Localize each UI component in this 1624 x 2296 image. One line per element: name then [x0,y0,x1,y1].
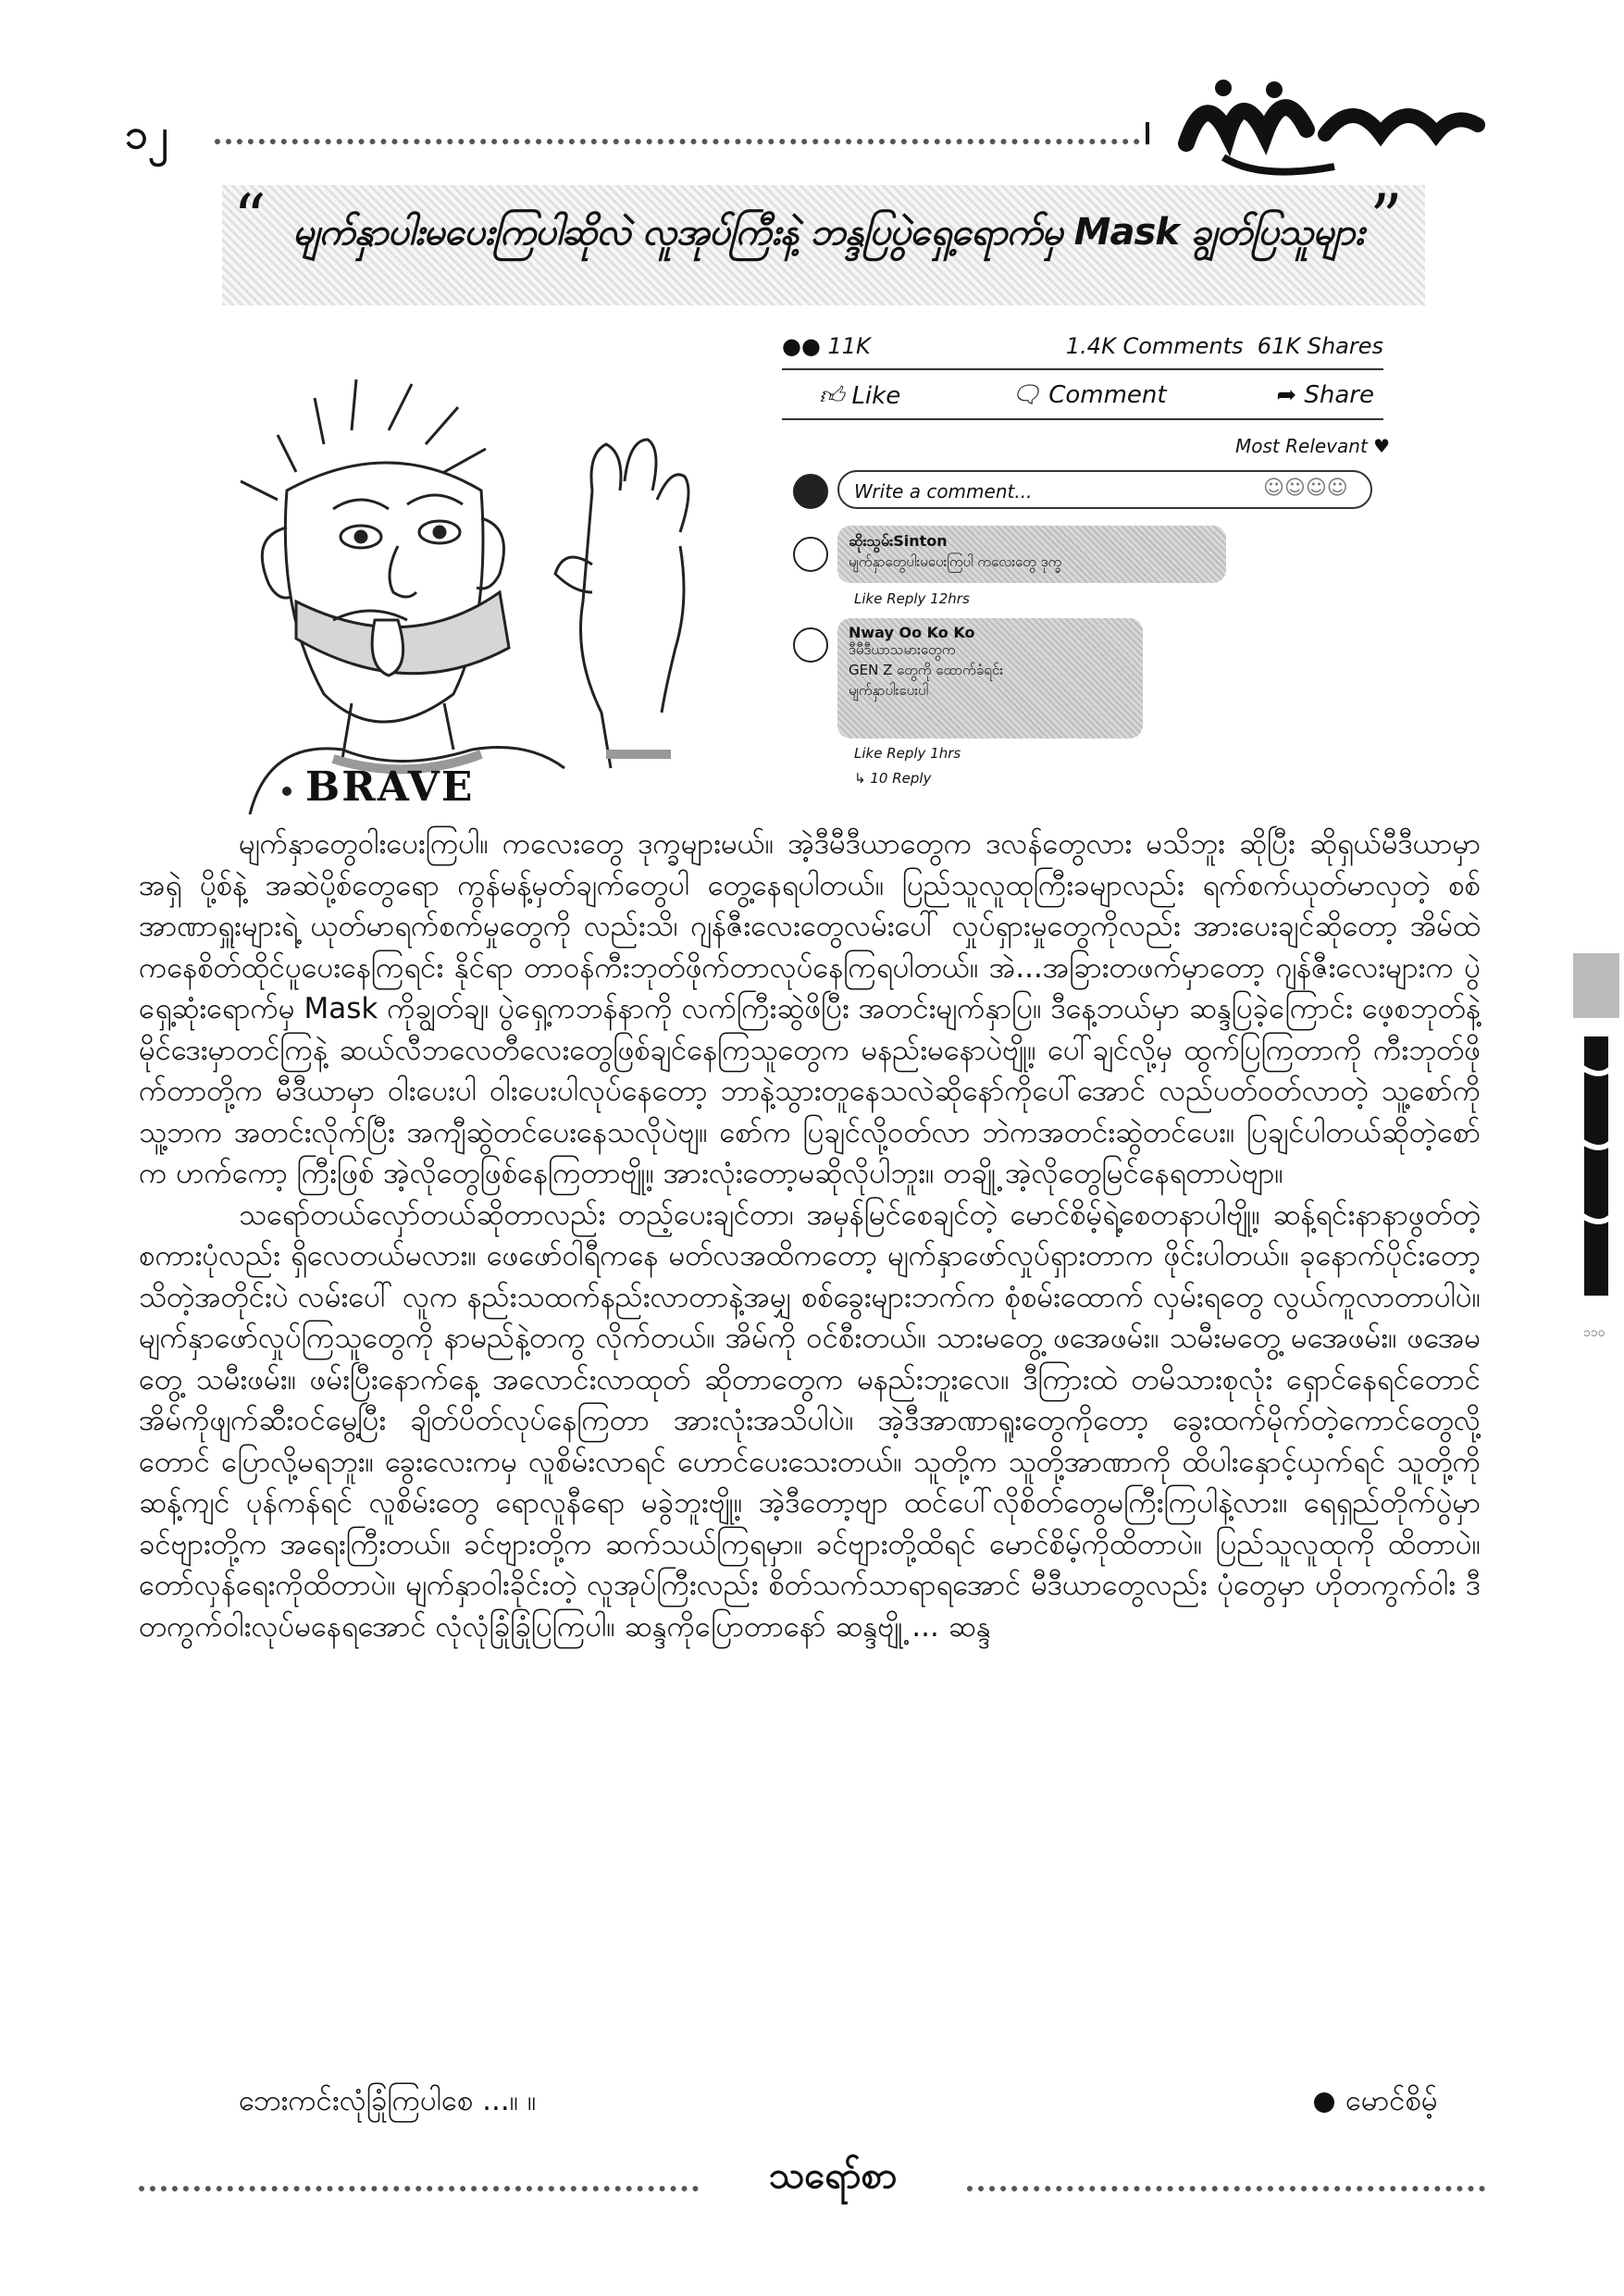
article-paragraph-1: မျက်နှာတွေဝါးပေးကြပါ။ ကလေးတွေ ဒုက္ခများမယ်။ အဲ့ဒီမီဒီယာတွေက ဒလန်တွေလား မသိဘူး ဆိုပြီး ဆိုရှယ်မီဒီယာမှာ အရှဲ ပို့စ်နဲ့ အဆဲပို့စ်တွေရော ကွန်မန့်မှတ်ချက်တွေပါ တွေ့နေရပါတယ်။ ပြည်သူလူထုကြီးခမျာလည်း ရက်စက်ယုတ်မာလှတဲ့ စစ်အာဏာရှူးများရဲ့ ယုတ်မာရက်စက်မှုတွေကို လည်းသိ၊ ဂျန်ဇီးလေးတွေလမ်းပေါ် လှုပ်ရှားမှုတွေကိုလည်း အားပေးချင်ဆိုတော့ အိမ်ထဲကနေစိတ်ထိုင်ပူပေးနေကြရင်း နိုင်ရာ တာဝန်ကီးဘုတ်ဖိုက်တာလုပ်နေကြရပါတယ်။ အဲ...အခြားတဖက်မှာတော့ ဂျန်ဇီးလေးများက ပွဲရှေ့ဆုံးရောက်မှ Mask ကိုချွတ်ချ၊ ပွဲရှေ့ကဘန်နာကို လက်ကြီးဆွဲဖိပြီး အတင်းမျက်နှာပြ။ ဒီနေ့ဘယ်မှာ ဆန္ဒပြခဲ့ကြောင်း ဖေ့စဘုတ်နဲ့ မိုင်ဒေးမှာတင်ကြနဲ့ ဆယ်လီဘလေတီလေးတွေဖြစ်ချင်နေကြသူတွေက မနည်းမနောပဲဗျို့။ ပေါ်ချင်လို့မှ ထွက်ပြကြတာကို ကီးဘုတ်ဖိုက်တာတို့က မီဒီယာမှာ ဝါးပေးပါ ဝါးပေးပါလုပ်နေတော့ ဘာနဲ့သွားတူနေသလဲဆိုနော်ကိုပေါ်အောင် လည်ပတ်ဝတ်လာတဲ့ သူ့စော်ကို သူ့ဘက အတင်းလိုက်ပြီး အကျီဆွဲတင်ပေးနေသလိုပဲဗျ။ စော်က ပြချင်လို့ဝတ်လာ ဘဲကအတင်းဆွဲတင်ပေး။ ပြချင်ပါတယ်ဆိုတဲ့စော်က ဟက်ကော့ ကြီးဖြစ် အဲ့လိုတွေဖြစ်နေကြတာဗျို့။ အားလုံးတော့မဆိုလိုပါဘူး။ တချို့ အဲ့လိုတွေမြင်နေရတာပဲဗျာ။ [139,827,1481,1190]
current-user-avatar [793,474,828,509]
speech-bubble-icon: 🗨︎ [1010,381,1049,409]
headline-open-quote: “ [233,180,267,256]
side-logo-art [1559,953,1624,1370]
thumbs-up-icon: 👍︎ [819,382,852,410]
like-button[interactable]: 👍︎ Like [819,382,901,410]
commenter1-avatar [793,537,828,572]
headline-close-quote: ” [1370,180,1403,256]
protester-sketch [194,342,787,814]
bullet-icon [1314,2092,1334,2113]
reaction-count[interactable]: ●● 11K [782,333,871,359]
actions-divider [782,418,1383,420]
share-button[interactable]: ➦ Share [1276,381,1374,409]
shirt-dot [282,787,291,796]
comment2-line2: GEN Z တွေကို ထောက်ခံရင်း [849,662,1003,678]
article-author: မောင်စိမ့် [1314,2082,1438,2125]
comment1-text: မျက်နှာတွေပါးမပေးကြပါ ကလေးတွေ ဒုက္ခ [849,553,1062,570]
stats-divider [782,368,1383,370]
comment-count[interactable]: 1.4K Comments [1065,333,1244,359]
comments-shares [1066,333,1383,359]
facebook-action-row [819,381,1374,410]
footer-dotted-rule-right [967,2186,1485,2191]
commenter2-avatar [793,627,828,663]
article-paragraph-2: သရော်တယ်လှော်တယ်ဆိုတာလည်း တည့်ပေးချင်တာ၊ အမှန်မြင်စေချင်တဲ့ မောင်စိမ့်ရဲ့စေတနာပါဗျို့။ ဆန့်ရင်းနာနာဖွတ်တဲ့ စကားပုံလည်း ရှိလေတယ်မလား။ ဖေဖော်ဝါရီကနေ မတ်လအထိကတော့ မျက်နှာဖော်လှုပ်ရှားတာက ဖိုင်းပါတယ်။ ခုနောက်ပိုင်းတော့ သိတဲ့အတိုင်းပဲ လမ်းပေါ် လူက နည်းသထက်နည်းလာတာနဲ့အမျှ စစ်ခွေးများဘက်က စုံစမ်းထောက် လှမ်းရတွေ လွယ်ကူလာတာပါပဲ။ မျက်နှာဖော်လှုပ်ကြသူတွေကို နာမည်နဲ့တကွ လိုက်တယ်။ အိမ်ကို ဝင်စီးတယ်။ သားမတွေ့ ဖအေဖမ်း။ သမီးမတွေ့ မအေဖမ်း။ ဖအေမတွေ့ သမီးဖမ်း။ ဖမ်းပြီးနောက်နေ့ အလောင်းလာထုတ် ဆိုတာတွေက မနည်းဘူးလေ။ ဒီကြားထဲ တမိသားစုလုံး ရှောင်နေရင်တောင် အိမ်ကိုဖျက်ဆီးဝင်မွေ့ပြီး ချိတ်ပိတ်လုပ်နေကြတာ အားလုံးအသိပါပဲ။ အဲ့ဒီအာဏာရူးတွေကိုတော့ ခွေးထက်မိုက်တဲ့ကောင်တွေလို့တောင် ပြောလို့မရဘူး။ ခွေးလေးကမှ လူစိမ်းလာရင် ဟောင်ပေးသေးတယ်။ သူတို့က သူတို့အာဏာကို ထိပါးနှောင့်ယှက်ရင် သူတို့ကိုဆန့်ကျင် ပုန်ကန်ရင် လူစိမ်းတွေ ရောလူနီရော မခွဲဘူးဗျို့။ အဲ့ဒီတော့ဗျာ ထင်ပေါ်လိုစိတ်တွေမကြီးကြပါနဲ့လား။ ရေရှည်တိုက်ပွဲမှာ ခင်ဗျားတို့က အရေးကြီးတယ်။ ခင်ဗျားတို့က ဆက်သယ်ကြရမှာ။ ခင်ဗျားတို့ထိရင် မောင်စိမ့်ကိုထိတာပဲ။ ပြည်သူလူထုကို ထိတာပဲ။ တော်လှန်ရေးကိုထိတာပဲ။ မျက်နှာဝါးခိုင်းတဲ့ လူအုပ်ကြီးလည်း စိတ်သက်သာရာရအောင် မီဒီယာတွေလည်း ပုံတွေမှာ ဟိုတကွက်ဝါး ဒီတကွက်ဝါးလုပ်မနေရအောင် လုံလုံခြုံခြုံပြကြပါ။ ဆန္ဒကိုပြောတာနော် ဆန္ဒဗျို့ ... ဆန္ဒ [139,1198,1481,1644]
write-comment-input[interactable]: Write a comment... [837,470,1372,509]
footer-section-name: သရော်စာ [768,2154,898,2197]
footer-dotted-rule-left [139,2186,699,2191]
reply-arrow-icon: ↳ [854,770,871,787]
magazine-logo [1168,69,1501,190]
comment2-author[interactable]: Nway Oo Ko Ko [849,624,975,641]
header-dotted-rule [215,139,1140,144]
magazine-logo-art [1168,69,1501,190]
comment1-author[interactable]: ဆိုးသွမ်းSinton [849,532,948,550]
comment2-meta[interactable]: Like Reply 1hrs [854,745,961,762]
comment2-line1: ဒီမီဒီယာသမားတွေက [849,641,956,658]
share-count[interactable]: 61K Shares [1257,333,1383,359]
comment2-replies-link[interactable]: ↳ 10 Reply [854,770,932,787]
protester-drawing [194,342,787,814]
article-closing: ဘေးကင်းလုံခြုံကြပါစေ ...။ ။ [239,2084,537,2117]
comment2-bubble [837,618,1143,738]
share-arrow-icon: ➦ [1276,381,1305,409]
comment-button[interactable]: 🗨︎ Comment [1010,381,1167,409]
comment1-meta[interactable]: Like Reply 12hrs [854,590,970,607]
side-page-label: ၁၁၀ [1583,1325,1605,1340]
header-rule-end [1146,122,1149,144]
emoji-icons[interactable]: ☺☺☺☺ [1263,477,1348,500]
facebook-post-mockup [782,333,1393,805]
comment2-line3: မျက်နှာပါးပေးပါ [849,682,929,699]
facebook-stats-row [782,333,1383,359]
page-number: ၁၂ [125,111,168,158]
headline-title: မျက်နှာပါးမပေးကြပါဆိုလဲ လူအုပ်ကြီးနဲ့ ဘန္ဒပြပွဲရှေ့ရောက်မှ Mask ချွတ်ပြသူများ [292,211,1364,254]
shirt-text: BRAVE [305,763,475,811]
heart-icon: ♥ [1367,435,1391,457]
reaction-icon: ●● [782,333,828,359]
comment1-bubble [837,526,1226,583]
article-body [139,824,1481,1647]
sort-dropdown[interactable]: Most Relevant ♥ [1235,435,1391,457]
side-tab [1559,953,1624,1370]
